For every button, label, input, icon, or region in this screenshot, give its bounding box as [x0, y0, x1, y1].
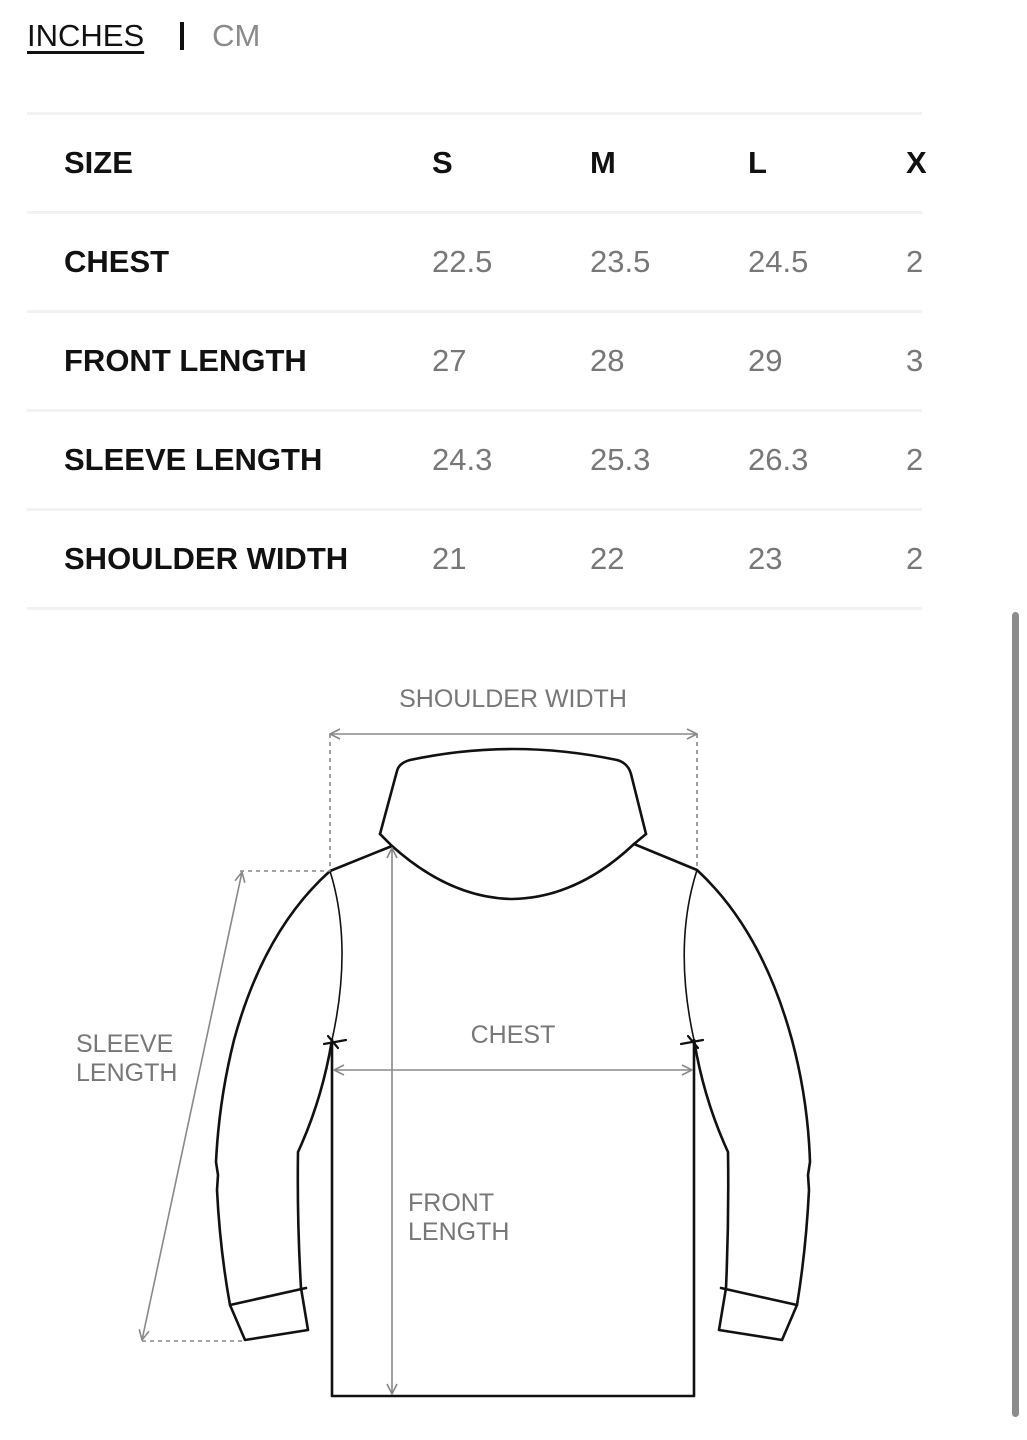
measurement-guides: [142, 734, 697, 1394]
unit-cm-tab[interactable]: CM: [212, 18, 261, 53]
table-cell: 2: [906, 442, 924, 477]
table-cell: 27: [432, 343, 467, 378]
row-label: SHOULDER WIDTH: [64, 541, 349, 576]
front-length-label-line1: FRONT: [408, 1189, 495, 1217]
table-cell: 2: [906, 244, 924, 279]
right-chest-notch: [681, 1036, 703, 1048]
table-cell: 24.5: [748, 244, 809, 279]
body-outline: [332, 1040, 694, 1396]
header-size-m: M: [590, 145, 616, 180]
unit-separator: [180, 22, 184, 50]
left-seam: [330, 871, 342, 1040]
row-label: CHEST: [64, 244, 170, 279]
row-label: SLEEVE LENGTH: [64, 442, 323, 477]
front-length-label-line2: LENGTH: [408, 1218, 510, 1246]
header-size-l: L: [748, 145, 767, 180]
scrollbar[interactable]: [1012, 612, 1019, 1417]
shoulder-width-label: SHOULDER WIDTH: [399, 685, 627, 713]
table-header-row: [27, 115, 927, 214]
table-cell: 3: [906, 343, 924, 378]
right-sleeve: [634, 844, 810, 1340]
right-seam: [684, 870, 697, 1040]
table-row: [27, 511, 922, 610]
hood-outline: [380, 749, 646, 834]
table-cell: 21: [432, 541, 467, 576]
table-cell: 28: [590, 343, 625, 378]
unit-inches-tab[interactable]: INCHES: [27, 18, 145, 53]
table-cell: 23: [748, 541, 783, 576]
header-size-s: S: [432, 145, 453, 180]
table-row: [27, 412, 922, 511]
left-sleeve: [216, 846, 392, 1340]
row-label: FRONT LENGTH: [64, 343, 307, 378]
sleeve-length-label-line2: LENGTH: [76, 1059, 178, 1087]
hoodie-measurement-diagram: [0, 640, 1027, 1440]
size-chart-table: [27, 112, 927, 610]
table-cell: 26.3: [748, 442, 809, 477]
sleeve-length-label-line1: SLEEVE: [76, 1030, 174, 1058]
table-row: [27, 313, 922, 412]
table-cell: 2: [906, 541, 924, 576]
table-cell: 22.5: [432, 244, 493, 279]
left-chest-notch: [324, 1036, 346, 1048]
chest-label: CHEST: [470, 1021, 556, 1049]
table-cell: 23.5: [590, 244, 651, 279]
table-cell: 22: [590, 541, 625, 576]
right-cuff: [721, 1288, 797, 1305]
header-size-x: X: [906, 145, 927, 180]
table-cell: 25.3: [590, 442, 651, 477]
table-cell: 29: [748, 343, 783, 378]
unit-toggle: [27, 16, 260, 56]
hoodie-outline: [216, 749, 810, 1396]
hood-opening: [380, 834, 646, 899]
table-row: [27, 214, 922, 313]
sleeve-length-arrow: [142, 872, 242, 1340]
left-cuff: [230, 1288, 306, 1305]
header-size-label: SIZE: [64, 145, 133, 180]
table-cell: 24.3: [432, 442, 493, 477]
